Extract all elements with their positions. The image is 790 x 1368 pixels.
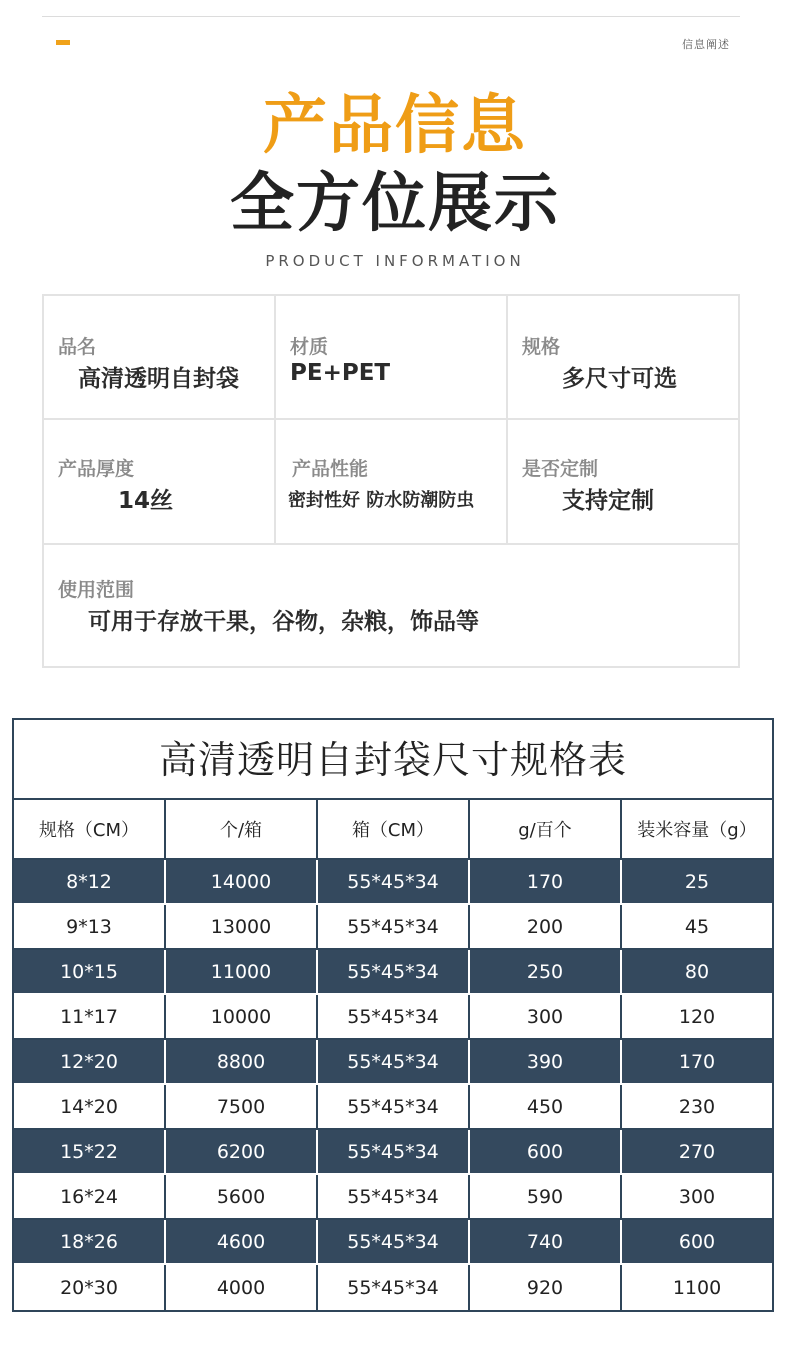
- table-row: [14, 1175, 772, 1220]
- table-cell: 11*17: [14, 995, 166, 1040]
- info-cell-usage: [44, 545, 738, 666]
- name-label: 品名: [58, 336, 97, 358]
- table-row: [14, 1040, 772, 1085]
- table-row: [14, 1265, 772, 1310]
- table-cell: 12*20: [14, 1040, 166, 1085]
- table-row: [14, 1130, 772, 1175]
- performance-value: 密封性好 防水防潮防虫: [288, 490, 475, 511]
- table-cell: 740: [470, 1220, 622, 1265]
- info-cell-name: [44, 296, 276, 420]
- table-cell: 590: [470, 1175, 622, 1220]
- table-cell: 15*22: [14, 1130, 166, 1175]
- table-cell: 10000: [166, 995, 318, 1040]
- material-label: 材质: [290, 336, 329, 358]
- table-row: [14, 950, 772, 995]
- table-cell: 9*13: [14, 905, 166, 950]
- table-cell: 14000: [166, 860, 318, 905]
- table-cell: 20*30: [14, 1265, 166, 1310]
- table-cell: 10*15: [14, 950, 166, 995]
- table-cell: 600: [622, 1220, 772, 1265]
- table-cell: 18*26: [14, 1220, 166, 1265]
- table-cell: 55*45*34: [318, 1130, 470, 1175]
- table-cell: 450: [470, 1085, 622, 1130]
- spec-table-title: 高清透明自封袋尺寸规格表: [14, 720, 772, 800]
- table-cell: 55*45*34: [318, 905, 470, 950]
- accent-dash: [56, 40, 70, 45]
- table-header-cell: 规格（CM）: [14, 800, 166, 860]
- table-header-row: [14, 800, 772, 860]
- table-header-cell: g/百个: [470, 800, 622, 860]
- table-cell: 230: [622, 1085, 772, 1130]
- table-header-cell: 箱（CM）: [318, 800, 470, 860]
- table-cell: 270: [622, 1130, 772, 1175]
- info-cell-size: [508, 296, 738, 420]
- table-header-cell: 个/箱: [166, 800, 318, 860]
- table-cell: 170: [622, 1040, 772, 1085]
- table-cell: 120: [622, 995, 772, 1040]
- usage-value: 可用于存放干果，谷物，杂粮，饰品等: [88, 609, 479, 635]
- table-cell: 80: [622, 950, 772, 995]
- table-cell: 5600: [166, 1175, 318, 1220]
- table-cell: 55*45*34: [318, 1220, 470, 1265]
- table-header-cell: 装米容量（g）: [622, 800, 772, 860]
- table-cell: 300: [470, 995, 622, 1040]
- usage-label: 使用范围: [58, 579, 135, 601]
- table-cell: 55*45*34: [318, 860, 470, 905]
- table-row: [14, 1220, 772, 1265]
- info-cell-material: [276, 296, 508, 420]
- table-cell: 55*45*34: [318, 1040, 470, 1085]
- table-cell: 55*45*34: [318, 950, 470, 995]
- info-cell-custom: [508, 420, 738, 545]
- product-info-grid: [42, 294, 740, 668]
- custom-value: 支持定制: [562, 488, 654, 514]
- table-cell: 4600: [166, 1220, 318, 1265]
- thickness-label: 产品厚度: [58, 458, 135, 480]
- table-cell: 4000: [166, 1265, 318, 1310]
- table-cell: 55*45*34: [318, 1265, 470, 1310]
- table-cell: 300: [622, 1175, 772, 1220]
- table-cell: 170: [470, 860, 622, 905]
- name-value: 高清透明自封袋: [78, 366, 239, 392]
- table-row: [14, 995, 772, 1040]
- spec-table: [12, 718, 774, 1312]
- table-cell: 55*45*34: [318, 995, 470, 1040]
- table-cell: 600: [470, 1130, 622, 1175]
- subtitle-english: PRODUCT INFORMATION: [265, 252, 525, 270]
- top-divider: [42, 16, 740, 17]
- table-cell: 45: [622, 905, 772, 950]
- info-cell-thickness: [44, 420, 276, 545]
- title-line-1: 产品信息: [263, 89, 527, 163]
- info-cell-performance: [276, 420, 508, 545]
- table-cell: 250: [470, 950, 622, 995]
- table-cell: 11000: [166, 950, 318, 995]
- table-cell: 55*45*34: [318, 1085, 470, 1130]
- table-cell: 7500: [166, 1085, 318, 1130]
- table-cell: 14*20: [14, 1085, 166, 1130]
- table-cell: 13000: [166, 905, 318, 950]
- custom-label: 是否定制: [522, 458, 599, 480]
- material-value: PE+PET: [290, 360, 391, 386]
- table-cell: 16*24: [14, 1175, 166, 1220]
- table-cell: 390: [470, 1040, 622, 1085]
- table-cell: 8800: [166, 1040, 318, 1085]
- table-row: [14, 905, 772, 950]
- table-cell: 1100: [672, 1276, 722, 1299]
- table-row: [14, 860, 772, 905]
- size-label: 规格: [522, 336, 561, 358]
- table-cell: 200: [470, 905, 622, 950]
- table-cell: 55*45*34: [318, 1175, 470, 1220]
- title-line-2: 全方位展示: [230, 167, 560, 241]
- size-value: 多尺寸可选: [562, 366, 677, 392]
- thickness-value: 14丝: [118, 488, 174, 514]
- performance-label: 产品性能: [292, 458, 369, 480]
- section-tag: 信息阐述: [682, 38, 730, 51]
- table-cell: 25: [622, 860, 772, 905]
- table-cell: 8*12: [14, 860, 166, 905]
- table-row: [14, 1085, 772, 1130]
- table-cell: 6200: [166, 1130, 318, 1175]
- table-cell: 920: [470, 1265, 622, 1310]
